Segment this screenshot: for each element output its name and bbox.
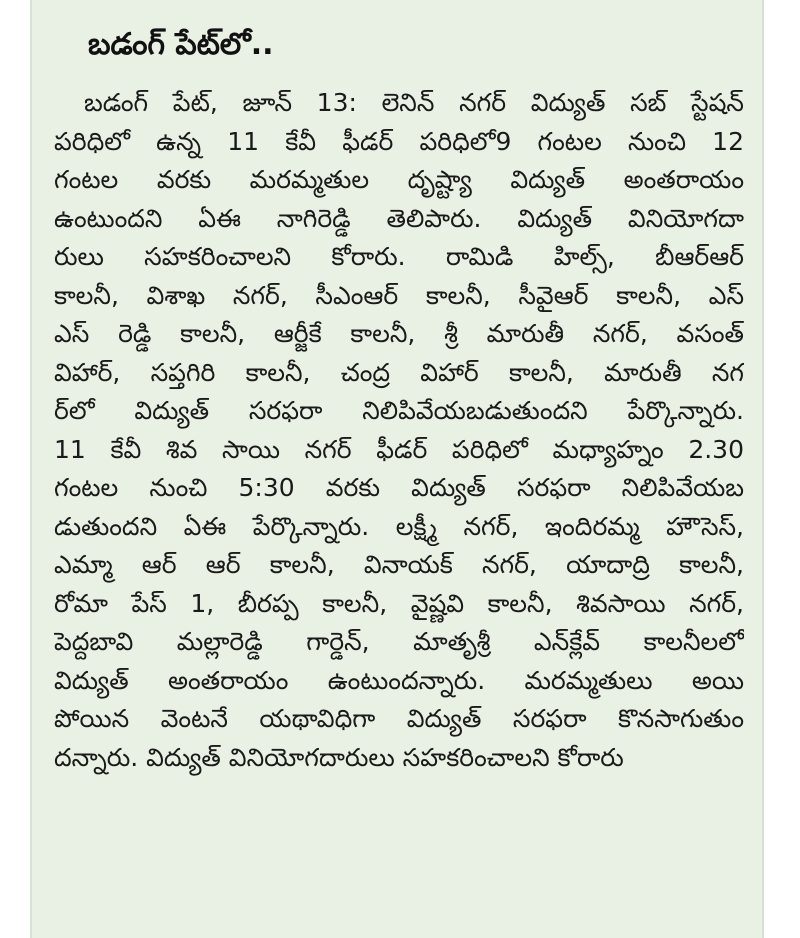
- article-line: పెద్దబావి మల్లారెడ్డి గార్డెన్, మాతృశ్రీ ఎన్‌క్లేవ్ కాలనీలలో: [54, 627, 744, 656]
- article-line: బడంగ్ పేట్, జూన్ 13: లెనిన్ నగర్ విద్యుత్ సబ్ స్టేషన్: [84, 88, 744, 117]
- article-line: పరిధిలో ఉన్న 11 కేవీ ఫీడర్ పరిధిలో9 గంటల నుంచి 12: [54, 126, 744, 156]
- article-line: దన్నారు. విద్యుత్ వినియోగదారులు సహకరించాలని కోరారు: [54, 742, 624, 772]
- article-line: విద్యుత్ అంతరాయం ఉంటుందన్నారు. మరమ్మతులు అయి: [54, 665, 744, 695]
- article-line: పోయిన వెంటనే యథావిధిగా విద్యుత్ సరఫరా కొనసాగుతుం: [54, 704, 744, 733]
- article-line: డుతుందని ఏఈ పేర్కొన్నారు. లక్ష్మీ నగర్, ఇందిరమ్మ హౌసెస్,: [54, 511, 744, 541]
- article-line: గంటల నుంచి 5:30 వరకు విద్యుత్ సరఫరా నిలిపివేయబ: [54, 473, 744, 502]
- article-line: రోమా పేస్ 1, బీరప్ప కాలనీ, వైష్ణవి కాలనీ, శివసాయి నగర్,: [54, 588, 744, 618]
- article-line: ర్‌లో విద్యుత్ సరఫరా నిలిపివేయబడుతుందని పేర్కొన్నారు.: [54, 396, 744, 425]
- article-line: ఎమ్మా ఆర్ ఆర్ కాలనీ, వినాయక్ నగర్, యాదాద్రి కాలనీ,: [54, 550, 744, 579]
- article-line: విహార్, సప్తగిరి కాలనీ, చంద్ర విహార్ కాలనీ, మారుతీ నగ: [54, 357, 744, 387]
- article-line: ఎస్ రెడ్డి కాలనీ, ఆర్జీకే కాలనీ, శ్రీ మారుతీ నగర్, వసంత్: [54, 319, 744, 348]
- article-line: కాలనీ, విశాఖ నగర్, సీఎంఆర్ కాలనీ, సీవైఆర్ కాలనీ, ఎస్: [54, 280, 744, 310]
- article-line: ఉంటుందని ఏఈ నాగిరెడ్డి తెలిపారు. విద్యుత్ వినియోగదా: [54, 203, 744, 233]
- article-body: [54, 84, 744, 777]
- article-line: గంటల వరకు మరమ్మతుల దృష్ట్యా విద్యుత్ అంతరాయం: [54, 165, 744, 194]
- article-line: 11 కేవీ శివ సాయి నగర్ ఫీడర్ పరిధిలో మధ్యాహ్నం 2.30: [54, 434, 744, 464]
- article-line: రులు సహకరించాలని కోరారు. రామిడి హిల్స్, బీఆర్ఆర్: [54, 242, 744, 271]
- article-headline: బడంగ్ పేట్‌లో..: [88, 27, 274, 62]
